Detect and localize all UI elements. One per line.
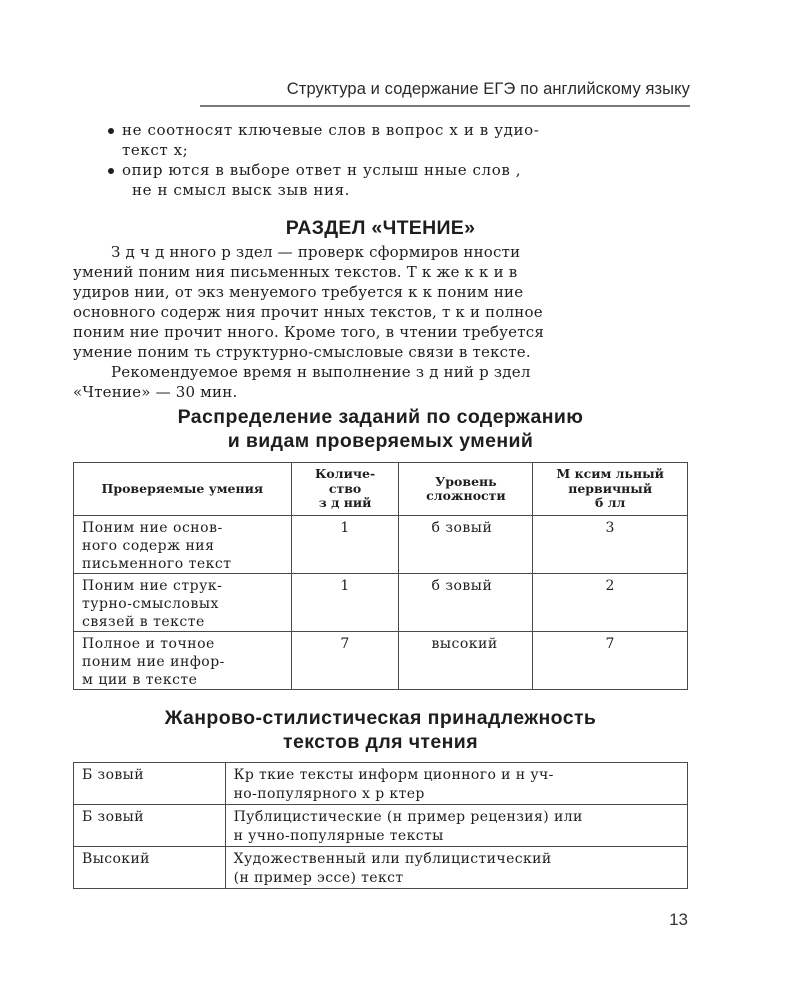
header-line: сложности xyxy=(426,488,506,503)
cell-line: (н пример эссе) текст xyxy=(233,870,404,886)
genre-style-table xyxy=(73,762,688,889)
bullet-line: не соотносят ключевые слов в вопрос х и в удио- xyxy=(122,121,540,139)
header-count xyxy=(291,463,399,516)
cell-level: б зовый xyxy=(399,574,533,632)
paragraph-line: З д ч д нного р здел — проверк сформиров нности xyxy=(111,243,521,261)
cell-skill xyxy=(74,516,292,574)
bullet-line: не н смысл выск зыв ния. xyxy=(132,181,350,199)
cell-line: Публицистические (н пример рецензия) или xyxy=(233,809,583,825)
cell-line: турно-смысловых xyxy=(82,596,219,612)
paragraph-line: поним ние прочит нного. Кроме того, в чтении требуется xyxy=(73,323,545,341)
cell-line: поним ние инфор- xyxy=(82,654,225,670)
header-line: Проверяемые умения xyxy=(101,480,264,496)
cell-line: н учно-популярные тексты xyxy=(233,828,444,844)
cell-line: Поним ние основ- xyxy=(82,520,223,536)
cell-line: Поним ние струк- xyxy=(82,578,223,594)
header-line: б лл xyxy=(595,495,626,511)
bullet-line: опир ются в выборе ответ н услыш нные слов , xyxy=(122,161,522,179)
table-row xyxy=(74,847,688,889)
cell-skill xyxy=(74,632,292,690)
header-line: ство xyxy=(328,480,362,496)
paragraph-line: удиров нии, от экз менуемого требуется к к поним ние xyxy=(73,283,524,301)
cell-line: Художественный или публицистический xyxy=(233,851,552,867)
paragraph-line: основного содерж ния прочит нных текстов, т к и полное xyxy=(73,303,543,321)
table1-title-line: и видам проверяемых умений xyxy=(227,430,534,452)
cell-line: связей в тексте xyxy=(82,614,205,630)
cell-max-score: 7 xyxy=(533,632,688,690)
paragraph-line: Рекомендуемое время н выполнение з д ний р здел xyxy=(111,363,531,381)
cell-description xyxy=(225,847,687,889)
table-row xyxy=(74,632,688,690)
cell-description xyxy=(225,763,687,805)
header-line: Уровень xyxy=(435,473,497,489)
cell-level: Б зовый xyxy=(74,805,226,847)
header-skills xyxy=(74,463,292,516)
table-row xyxy=(74,516,688,574)
cell-max-score: 2 xyxy=(533,574,688,632)
section-title: РАЗДЕЛ «ЧТЕНИЕ» xyxy=(285,217,476,239)
table-row xyxy=(74,574,688,632)
bullet-item xyxy=(108,160,690,200)
page-number: 13 xyxy=(669,910,688,929)
table-header-row xyxy=(74,463,688,516)
paragraph-intro xyxy=(73,242,688,362)
header-level xyxy=(399,463,533,516)
cell-line: м ции в тексте xyxy=(82,672,198,688)
bullet-icon xyxy=(108,128,114,134)
paragraph-line: умений поним ния письменных текстов. Т к же к к и в xyxy=(73,263,518,281)
cell-line: но-популярного х р ктер xyxy=(233,786,425,802)
table2-title-line: Жанрово-стилистическая принадлежность xyxy=(164,707,597,729)
header-max-score xyxy=(533,463,688,516)
cell-level: б зовый xyxy=(399,516,533,574)
cell-line: Кр ткие тексты информ ционного и н уч- xyxy=(233,767,554,783)
cell-description xyxy=(225,805,687,847)
skills-distribution-table xyxy=(73,462,688,690)
cell-line: Полное и точное xyxy=(82,636,215,652)
header-line: М ксим льный xyxy=(556,466,664,482)
bullet-item xyxy=(108,120,690,160)
cell-line: ного содерж ния xyxy=(82,538,215,554)
header-line: з д ний xyxy=(318,495,372,511)
cell-level: Б зовый xyxy=(74,763,226,805)
cell-skill xyxy=(74,574,292,632)
header-line: Количе- xyxy=(315,466,376,482)
cell-count: 1 xyxy=(291,574,399,632)
paragraph-time xyxy=(73,362,688,402)
cell-level: высокий xyxy=(399,632,533,690)
cell-count: 1 xyxy=(291,516,399,574)
table-row xyxy=(74,763,688,805)
header-line: первичный xyxy=(568,480,653,496)
cell-count: 7 xyxy=(291,632,399,690)
table2-title-line: текстов для чтения xyxy=(283,731,478,753)
paragraph-line: «Чтение» — 30 мин. xyxy=(73,383,238,401)
running-head: Структура и содержание ЕГЭ по английскому языку xyxy=(286,80,690,98)
bullet-icon xyxy=(108,168,114,174)
cell-max-score: 3 xyxy=(533,516,688,574)
paragraph-line: умение поним ть структурно-смысловые связи в тексте. xyxy=(73,343,531,361)
running-head-rule xyxy=(200,105,690,107)
table2-title xyxy=(73,706,688,754)
table1-title xyxy=(73,405,688,453)
bullet-line: текст х; xyxy=(122,141,189,159)
bullet-list xyxy=(108,120,690,200)
table1-title-line: Распределение заданий по содержанию xyxy=(177,406,584,428)
cell-line: письменного текст xyxy=(82,556,232,572)
table-row xyxy=(74,805,688,847)
cell-level: Высокий xyxy=(74,847,226,889)
